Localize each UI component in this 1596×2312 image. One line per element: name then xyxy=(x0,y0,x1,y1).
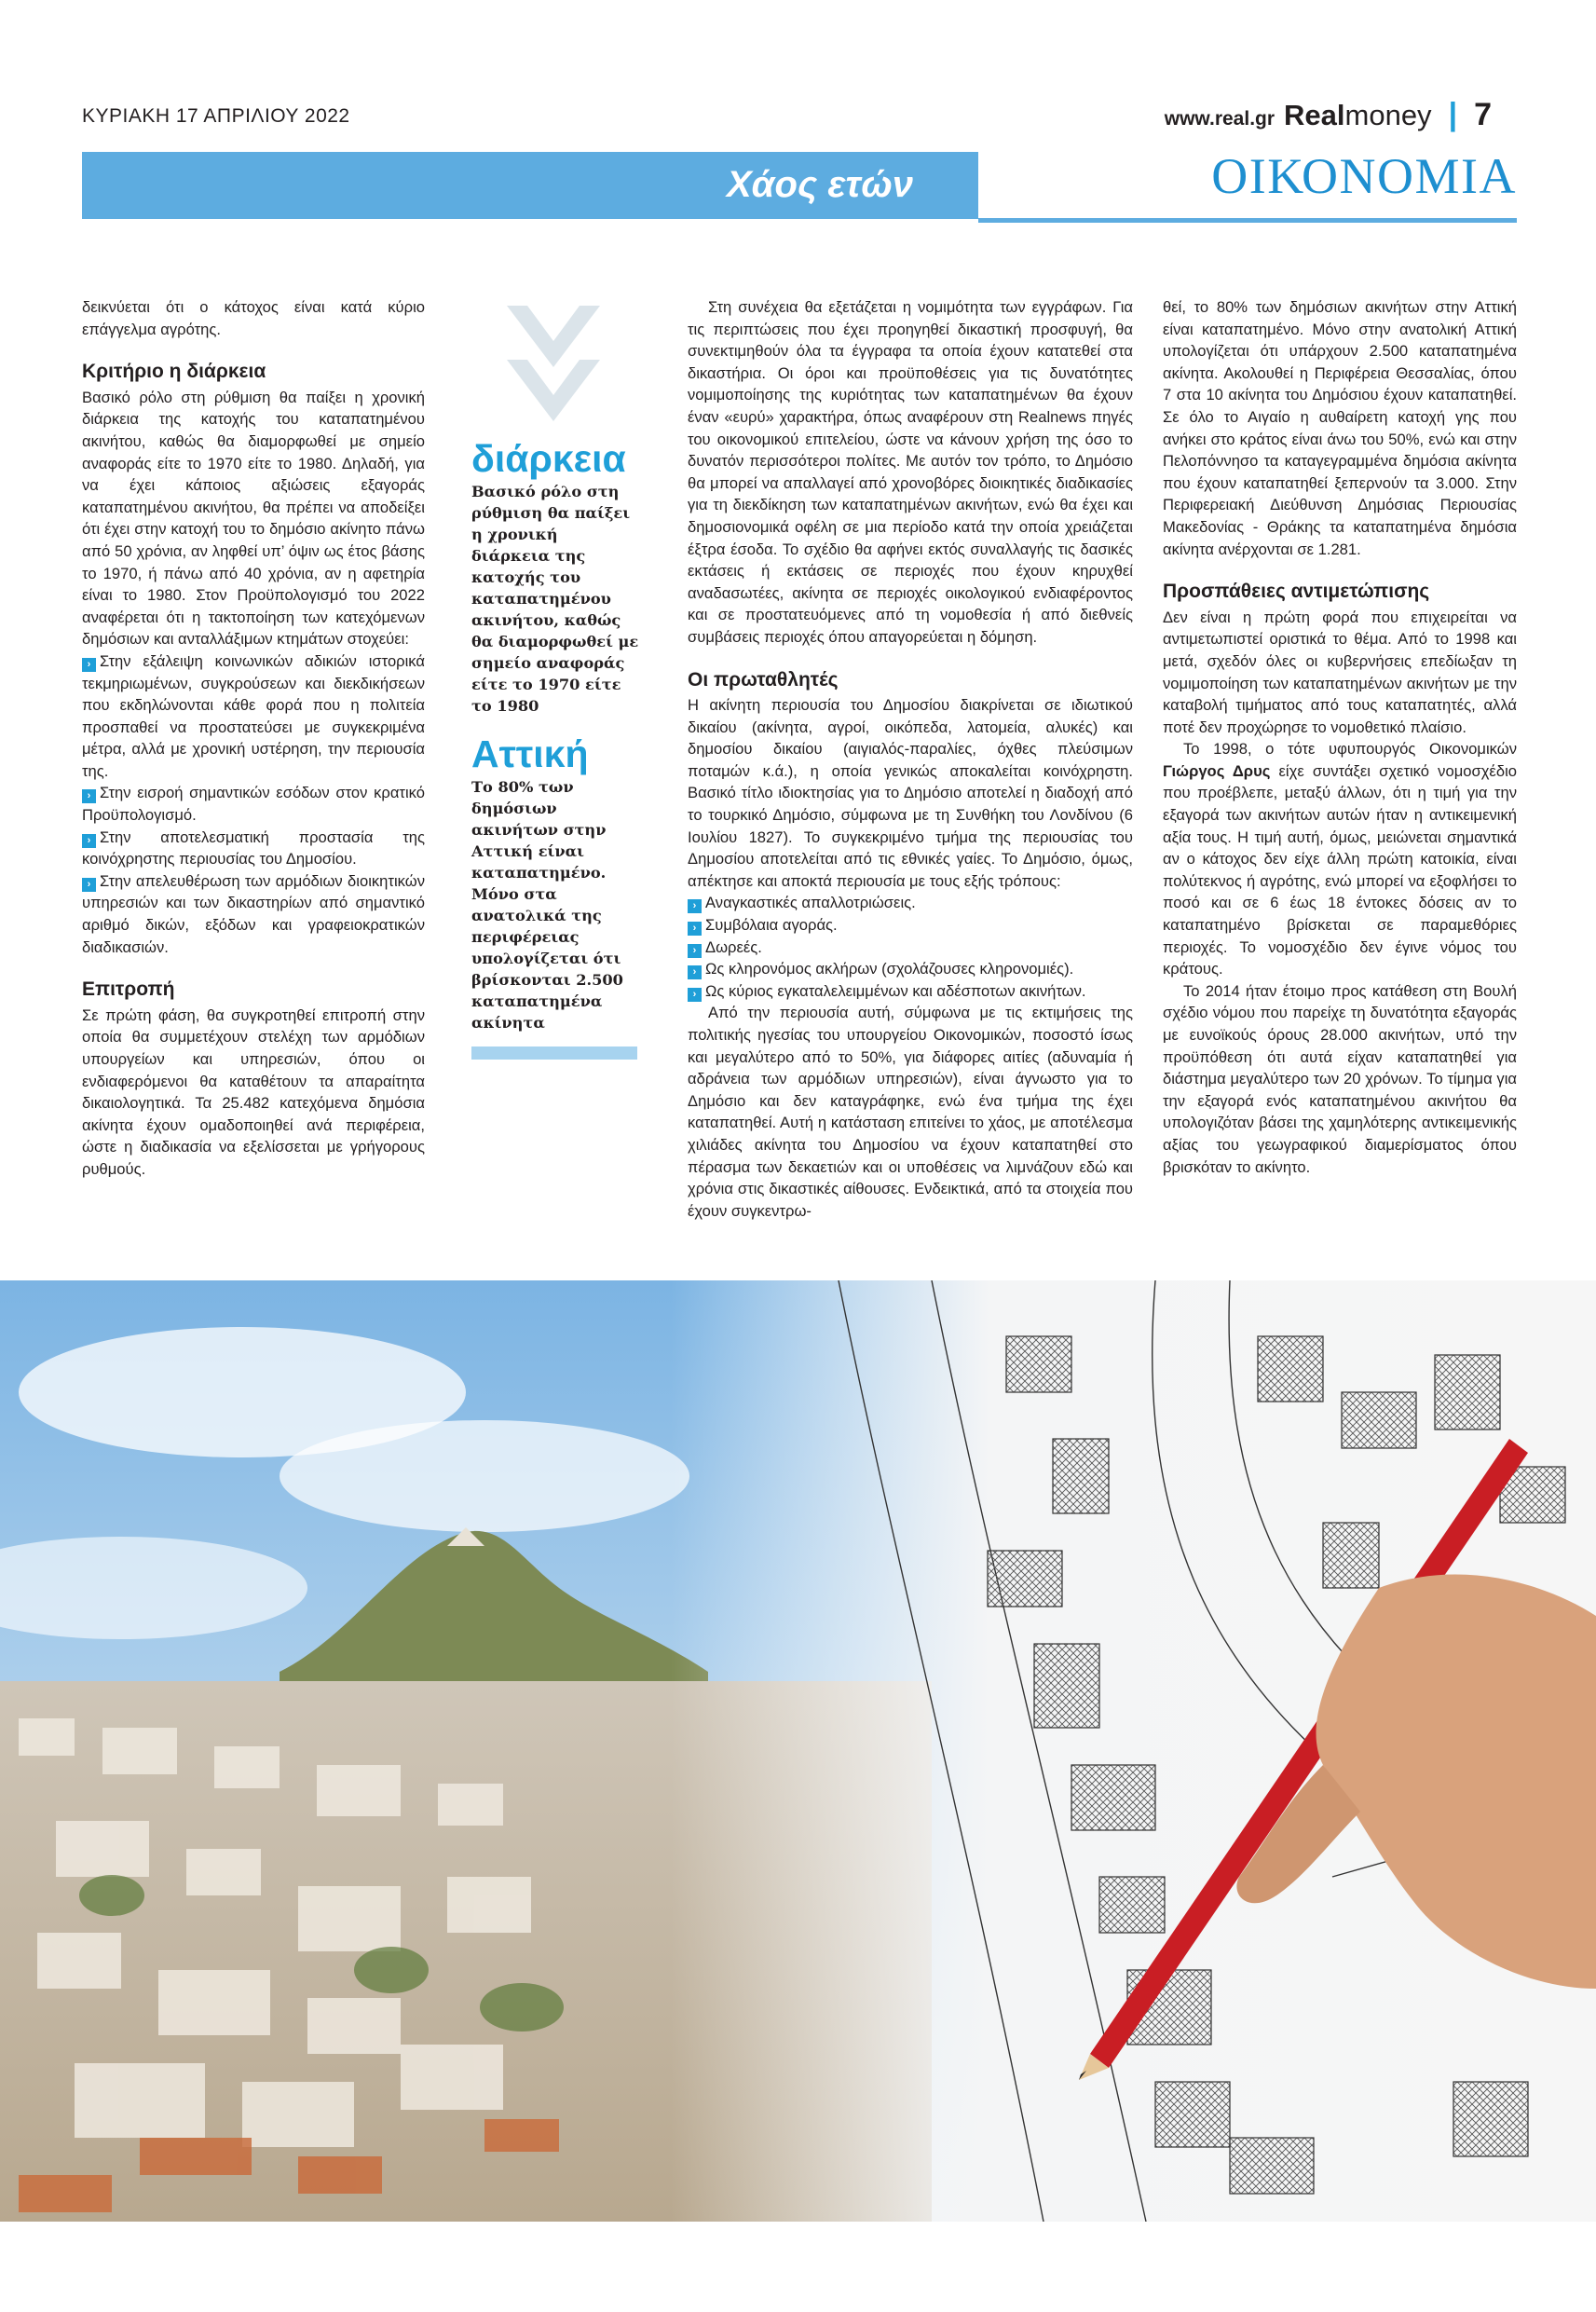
paragraph-text: είχε συντάξει σχετικό νομοσχέδιο που προέβλεπε, μεταξύ άλλων, ότι η τιμή για την εξαγορά των ακινήτων αυτών ήταν η αντικειμενική αξία τους. Η τιμή αυτή, όμως, μειώνεται σημαντικά αν ο κάτοχος δεν είχε άλλη πρώτη κατοικία, είναι πολύτεκνος ή αγρότης, ενώ μπορεί να εξοφλήσει το ποσό και σε 6 έως 18 έντοκες δόσεις αν το καταπατημένο βρίσκεται σε παραμεθόριες περιοχές. Το νομοσχέδιο δεν έγινε νόμος του κράτους. xyxy=(1163,761,1517,978)
bullet-item xyxy=(688,958,1133,980)
highlight-text: Βασικό ρόλο στη ρύθμιση θα παίξει η χρονική διάρκεια της κατοχής του καταπατημένου ακινήτου, καθώς θα διαμορφωθεί με σημείο αναφοράς είτε το 1970 είτε το 1980 xyxy=(471,483,639,715)
paragraph: Στη συνέχεια θα εξετάζεται η νομιμότητα των εγγράφων. Για τις περιπτώσεις που έχει προηγηθεί δικαστική προσφυγή, θα συνεκτιμηθούν όλα τα έγγραφα τα οποία έχουν κατατεθεί στα δικαστήρια. Οι όροι και προϋποθέσεις για τις δυνατότητες νομιμοποίησης της κυριότητας των καταπατημένων θα έχουν έναν «ευρύ» χαρακτήρα, όπως αναφέρουν στη Realnews πηγές του οικονομικού επιτελείου, ώστε να κάνουν χρήση της όσο το δυνατόν περισσότεροι πολίτες. Με αυτόν τον τρόπο, το Δημόσιο θα μπορεί να απαλλαγεί από χρονοβόρες διοικητικές διαδικασίες για τη διεκδίκηση των καταπατημένων ακινήτων, ενώ θα έχει και δημοσιονομικά οφέλη σε μια περίοδο κατά την οποία χρειάζεται έξτρα έσοδα. Το σχέδιο θα αφήνει εκτός συναλλαγής τις δασικές εκτάσεις ή εκτάσεις σε περιοχές που έχουν κηρυχθεί αναδασωτέες, ακίνητα σε περιοχές οικολογικού ενδιαφέροντος και σε προστατευόμενες από τη νομοθεσία ή από διεθνείς συμβάσεις περιοχές όπου απαγορεύεται η δόμηση. xyxy=(688,298,1133,646)
person-name: Γιώργος Δρυς xyxy=(1163,761,1271,780)
bullet-item xyxy=(688,892,1133,914)
bullet-item xyxy=(688,914,1133,937)
highlight-heading: διάρκεια xyxy=(471,437,626,480)
paragraph xyxy=(1163,738,1517,980)
headline-band xyxy=(82,152,978,219)
highlight-text: Το 80% των δημόσιων ακινήτων στην Αττική είναι καταπατημένο. Μόνο στα ανατολικά της περιφέρειας υπολογίζεται ότι βρίσκονται 2.500 καταπατημένα ακίνητα xyxy=(471,778,623,1032)
section-title: ΟΙΚΟΝΟΜΙΑ xyxy=(1211,148,1517,204)
bullet-text: Συμβόλαια αγοράς. xyxy=(705,916,838,935)
dateline: ΚΥΡΙΑΚΗ 17 ΑΠΡΙΛΙΟΥ 2022 xyxy=(82,105,350,127)
subheading: Οι πρωταθλητές xyxy=(688,668,839,691)
bullet-arrow-icon: › xyxy=(688,965,702,979)
bullet-item xyxy=(82,650,425,783)
bullet-arrow-icon: › xyxy=(688,899,702,913)
bullet-item xyxy=(82,827,425,870)
paragraph: θεί, το 80% των δημόσιων ακινήτων στην Αττική είναι καταπατημένο. Μόνο στην ανατολική Αττική υπολογίζεται ότι υπάρχουν 2.500 καταπατημένα ακίνητα. Ακολουθεί η Περιφέρεια Θεσσαλίας, όπου 7 στα 10 ακίνητα του Δημόσιου έχουν καταπατηθεί. Σε όλο το Αιγαίο η αυθαίρετη κατοχή γης που ανήκει στο κράτος είναι άνω του 50%, ενώ και στην Πελοπόννησο τα καταγεγραμμένα δημόσια ακίνητα που έχουν καταπατηθεί ξεπερνούν τα 3.000. Στην Περιφερειακή Διεύθυνση Δημόσιας Περιουσίας Μακεδονίας - Θράκης τα καταπατημένα δημόσια ακίνητα ανέρχονται σε 1.281. xyxy=(1163,298,1517,558)
bullet-item xyxy=(688,937,1133,959)
bullet-text: Δωρεές. xyxy=(705,937,762,956)
paragraph: Σε πρώτη φάση, θα συγκροτηθεί επιτροπή στην οποία θα συμμετέχουν στελέχη των αρμόδιων υπουργείων και υπηρεσιών, όπου οι ενδιαφερόμενοι θα καταθέτουν τα απαραίτητα δικαιολογητικά. Τα 25.482 κατεχόμενα δημόσια ακίνητα έχουν ομαδοποιηθεί ανά περιφέρεια, ώστε η διαδικασία να εξελίσσεται με γρήγορους ρυθμούς. xyxy=(82,1006,425,1178)
article-column-1 xyxy=(82,296,425,1181)
paragraph: Βασικό ρόλο στη ρύθμιση θα παίξει η χρονική διάρκεια της κατοχής του καταπατημένου ακινήτου, καθώς θα διαμορφωθεί με σημείο αναφοράς είτε το 1970 είτε το 1980. Δηλαδή, για να έχει κάποιος αξιώσεις εξαγοράς καταπατημένου ακινήτου, θα πρέπει να αποδείξει ότι έχει στην κατοχή του το δημόσιο ακίνητο πάνω από 50 χρόνια, αν ληφθεί υπ’ όψιν ως έτος βάσης το 1970, ή πάνω από 40 χρόνια, αν η αφετηρία είναι το 1980. Στον Προϋπολογισμό του 2022 αναφέρεται ότι η τακτοποίηση των κατεχόμενων δημόσιων και ανταλλάξιμων κτημάτων στοχεύει: xyxy=(82,388,425,649)
page-number: 7 xyxy=(1474,97,1492,132)
highlight-divider xyxy=(471,1047,637,1060)
subheading: Προσπάθειες αντιμετώπισης xyxy=(1163,581,1430,603)
highlight-heading: Αττική xyxy=(471,732,589,775)
bullet-text: Στην εισροή σημαντικών εσόδων στον κρατικό Προϋπολογισμό. xyxy=(82,784,425,825)
brand-logo-bold: Real xyxy=(1284,99,1345,131)
subheading: Επιτροπή xyxy=(82,978,175,1001)
bullet-text: Ως κύριος εγκαταλελειμμένων και αδέσποτων ακινήτων. xyxy=(705,981,1086,1000)
paragraph: Η ακίνητη περιουσία του Δημοσίου διακρίνεται σε ιδιωτικού δικαίου (ακίνητα, αγροί, οικόπεδα, λατομεία, αλυκές) και δημοσίου δικαίου (αιγιαλός-παραλίες, όχθες πλεύσιμων ποταμών κ.ά.), η οποία γενικώς αποκαλείται κοινόχρηστη. Βασικό τίτλο ιδιοκτησίας για το Δημόσιο αποτελεί η διαδοχή από το τουρκικό Δημόσιο, σύμφωνα με τη Συνθήκη του Λονδίνου (6 Ιουλίου 1827). Το συγκεκριμένο τμήμα της περιουσίας του Δημοσίου αποτελείται από τις εθνικές γαίες. Το Δημόσιο, όμως, απέκτησε και αποκτά περιουσία με τους εξής τρόπους: xyxy=(688,696,1133,890)
bullet-arrow-icon: › xyxy=(82,789,96,803)
bullet-arrow-icon: › xyxy=(82,834,96,848)
paragraph: Από την περιουσία αυτή, σύμφωνα με τις εκτιμήσεις της πολιτικής ηγεσίας του υπουργείου Οικονομικών, ποσοστό ίσως και μεγαλύτερο από το 50%, για διάφορες αιτίες (αδυναμία ή αδράνεια των αρμόδιων υπηρεσιών), είναι άγνωστο για το Δημόσιο και δεν καταγράφηκε, ενώ ένα τμήμα της έχει καταπατηθεί. Αυτή η κατάσταση επιτείνει το χάος, με αποτέλεσμα χιλιάδες ακίνητα του Δημοσίου να έχουν καταπατηθεί στο πέρασμα των δεκαετιών και οι υποθέσεις να λιμνάζουν εδώ και χρόνια στις δικαστικές αίθουσες. Ενδεικτικά, από τα στοιχεία που έχουν συγκεντρω- xyxy=(688,1004,1133,1220)
bullet-arrow-icon: › xyxy=(82,658,96,672)
bullet-text: Στην αποτελεσματική προστασία της κοινόχρηστης περιουσίας του Δημοσίου. xyxy=(82,828,425,869)
brand-logo-light: money xyxy=(1344,99,1432,131)
bullet-text: Στην εξάλειψη κοινωνικών αδικιών ιστορικά τεκμηριωμένων, συγκρούσεων και διεκδικήσεων που εκδηλώνονται κάθε φορά που η πολιτεία προσπαθεί να προστατεύσει με συγκεκριμένα μέτρα, αλλά με χρονική υστέρηση, την περιουσία της. xyxy=(82,651,425,780)
bullet-item xyxy=(82,870,425,958)
site-url[interactable]: www.real.gr xyxy=(1164,108,1275,130)
bullet-arrow-icon: › xyxy=(688,922,702,936)
chevron-down-icon xyxy=(471,296,639,436)
bullet-item xyxy=(688,980,1133,1003)
city-blueprint-photo xyxy=(0,1280,1596,2222)
bullet-text: Στην απελευθέρωση των αρμόδιων διοικητικών υπηρεσιών και των δικαστηρίων από σημαντικό αριθμό δικών, εξόδων και γραφειοκρατικών διαδικασιών. xyxy=(82,871,425,956)
article-column-3 xyxy=(688,296,1133,1222)
article-column-4 xyxy=(1163,296,1517,1178)
sidebar-highlights xyxy=(471,296,639,1060)
bullet-arrow-icon: › xyxy=(688,988,702,1002)
headline: Χάος ετών xyxy=(727,164,913,205)
subheading: Κριτήριο η διάρκεια xyxy=(82,361,266,383)
paragraph: Το 2014 ήταν έτοιμο προς κατάθεση στη Βουλή σχέδιο νόμου που παρείχε τη δυνατότητα εξαγοράς με ευνοϊκούς όρους 28.000 ακινήτων, υπό την προϋπόθεση ότι αυτά είχαν καταπατηθεί για διάστημα μεγαλύτερο των 20 χρόνων. Το τίμημα για την εξαγορά ενός καταπατημένου ακινήτου θα υπολογιζόταν βάσει της χαμηλότερης αντικειμενικής αξίας του γεωγραφικού διαμερίσματος όπου βρισκόταν το ακίνητο. xyxy=(1163,981,1517,1176)
bullet-text: Ως κληρονόμος ακλήρων (σχολάζουσες κληρονομιές). xyxy=(705,960,1074,978)
bullet-arrow-icon: › xyxy=(82,878,96,892)
brand-separator: | xyxy=(1448,97,1458,132)
bullet-text: Αναγκαστικές απαλλοτριώσεις. xyxy=(705,894,916,912)
section-rule xyxy=(978,218,1517,223)
bullet-arrow-icon: › xyxy=(688,944,702,958)
paragraph-text: Το 1998, ο τότε υφυπουργός Οικονομικών xyxy=(1183,740,1517,759)
paragraph: δεικνύεται ότι ο κάτοχος είναι κατά κύριο επάγγελμα αγρότης. xyxy=(82,298,425,338)
brand-masthead xyxy=(1165,97,1492,133)
paragraph: Δεν είναι η πρώτη φορά που επιχειρείται να αντιμετωπιστεί οριστικά το θέμα. Από το 1998 και μετά, σχεδόν όλες οι κυβερνήσεις επεδίωξαν τη νομιμοποίηση των καταπατημένων ακινήτων με την καταβολή τιμήματος από τους καταπατητές, αλλά ποτέ δεν προχώρησε το νομοθετικό πλαίσιο. xyxy=(1163,608,1517,736)
bullet-item xyxy=(82,782,425,826)
